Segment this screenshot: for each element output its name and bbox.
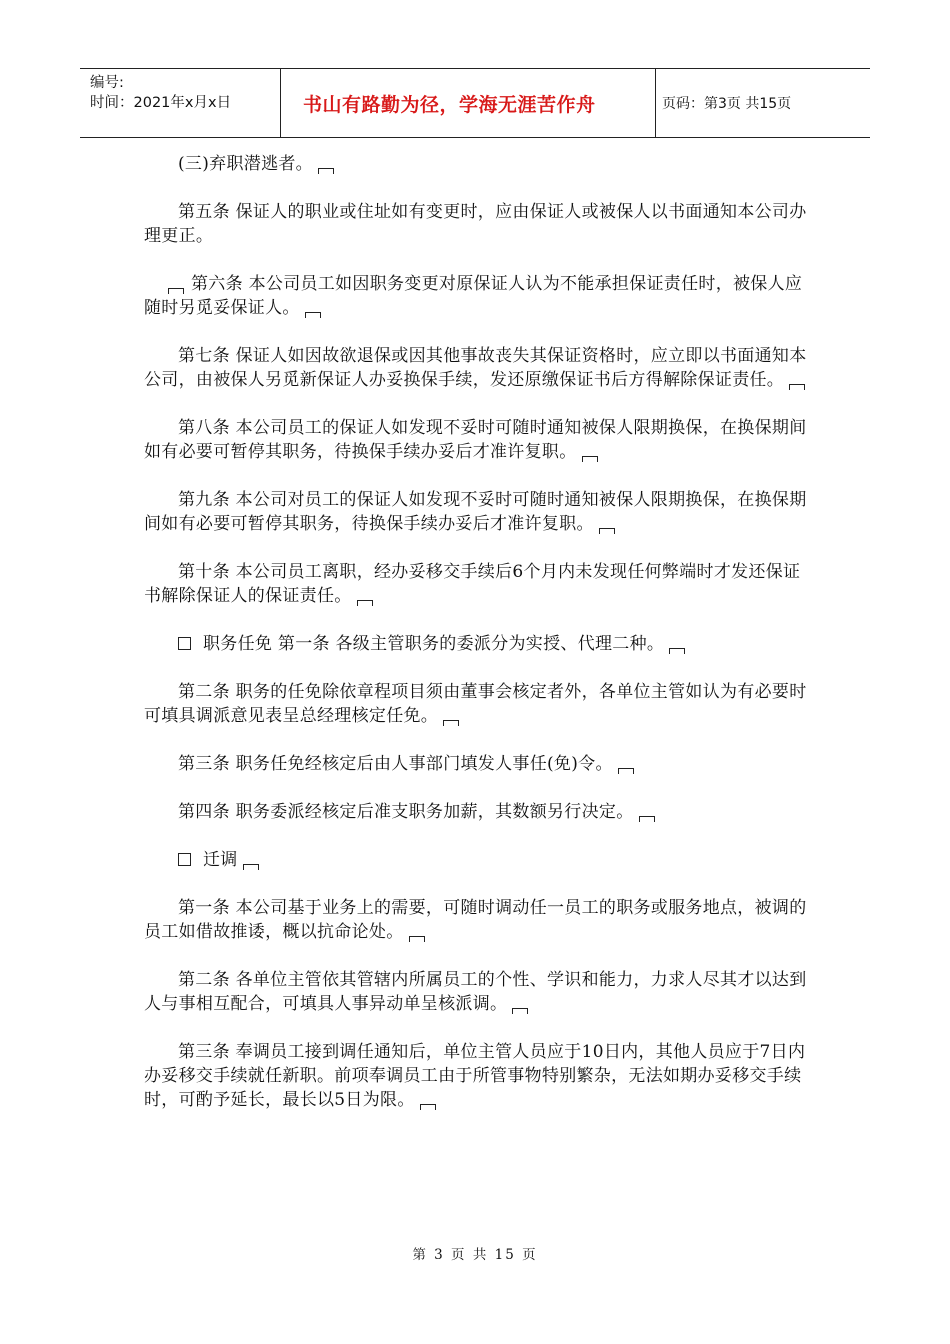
paragraph <box>144 752 808 776</box>
paragraph <box>144 488 808 536</box>
paragraph <box>144 680 808 728</box>
document-date: 时间：2021年x月x日 <box>90 95 232 111</box>
return-mark-icon <box>409 936 425 942</box>
paragraph-text: 职务任免 第一条 各级主管职务的委派分为实授、代理二种。 <box>203 634 665 654</box>
paragraph-text: 第六条 本公司员工如因职务变更对原保证人认为不能承担保证责任时，被保人应随时另觅妥保证人。 <box>144 274 803 318</box>
return-mark-icon <box>582 456 598 462</box>
paragraph <box>144 968 808 1016</box>
return-mark-icon <box>669 648 685 654</box>
paragraph <box>144 344 808 392</box>
paragraph-text: 第十条 本公司员工离职，经办妥移交手续后6个月内未发现任何弊端时才发还保证书解除保证人的保证责任。 <box>144 562 801 606</box>
return-mark-icon <box>318 168 334 174</box>
paragraph-text: 第二条 职务的任免除依章程项目须由董事会核定者外，各单位主管如认为有必要时可填具调派意见表呈总经理核定任免。 <box>144 682 807 726</box>
return-mark-icon <box>512 1008 528 1014</box>
return-mark-icon <box>639 816 655 822</box>
paragraph <box>144 416 808 464</box>
paragraph-text: 第七条 保证人如因故欲退保或因其他事故丧失其保证资格时，应立即以书面通知本公司，由被保人另觅新保证人办妥换保手续，发还原缴保证书后方得解除保证责任。 <box>144 346 807 390</box>
return-mark-icon <box>443 720 459 726</box>
paragraph-text: 第三条 奉调员工接到调任通知后，单位主管人员应于10日内，其他人员应于7日内办妥移交手续就任新职。前项奉调员工由于所管事物特别繁杂，无法如期办妥移交手续时，可酌予延长，最长以5日为限。 <box>144 1042 806 1110</box>
checkbox-icon <box>178 637 191 650</box>
paragraph-text: 第三条 职务任免经核定后由人事部门填发人事任(免)令。 <box>178 754 613 774</box>
return-mark-icon <box>599 528 615 534</box>
header-motto-cell <box>281 69 656 137</box>
paragraph-text: 第八条 本公司员工的保证人如发现不妥时可随时通知被保人限期换保，在换保期间如有必要可暂停其职务，待换保手续办妥后才准许复职。 <box>144 418 807 462</box>
document-number-label: 编号: <box>90 75 124 91</box>
page-footer: 第 3 页 共 15 页 <box>412 1247 538 1263</box>
section-heading-appointment <box>144 632 808 656</box>
paragraph <box>144 896 808 944</box>
paragraph <box>144 1040 808 1112</box>
checkbox-icon <box>178 853 191 866</box>
section-heading-transfer <box>144 848 808 872</box>
return-mark-icon <box>618 768 634 774</box>
paragraph-text: 第九条 本公司对员工的保证人如发现不妥时可随时通知被保人限期换保，在换保期间如有必要可暂停其职务，待换保手续办妥后才准许复职。 <box>144 490 807 534</box>
paragraph <box>144 272 808 320</box>
paragraph-text: 迁调 <box>203 850 238 870</box>
paragraph-text: 第二条 各单位主管依其管辖内所属员工的个性、学识和能力，力求人尽其才以达到人与事相互配合，可填具人事异动单呈核派调。 <box>144 970 807 1014</box>
paragraph-text: 第一条 本公司基于业务上的需要，可随时调动任一员工的职务或服务地点，被调的员工如借故推诿，概以抗命论处。 <box>144 898 807 942</box>
paragraph <box>144 152 808 176</box>
paragraph-text: 第四条 职务委派经核定后准支职务加薪，其数额另行决定。 <box>178 802 634 822</box>
return-mark-icon <box>243 864 259 870</box>
paragraph <box>144 560 808 608</box>
paragraph <box>144 200 808 248</box>
paragraph <box>144 800 808 824</box>
document-body <box>144 152 808 1136</box>
header-motto: 书山有路勤为径，学海无涯苦作舟 <box>303 93 596 116</box>
return-mark-icon <box>305 312 321 318</box>
paragraph-text: (三)弃职潜逃者。 <box>178 154 313 174</box>
header-meta <box>80 69 281 137</box>
header-page-info: 页码：第3页 共15页 <box>662 96 792 112</box>
return-mark-icon <box>420 1104 436 1110</box>
return-mark-icon <box>357 600 373 606</box>
page-header <box>80 68 870 138</box>
return-mark-icon <box>168 288 184 294</box>
return-mark-icon <box>789 384 805 390</box>
paragraph-text: 第五条 保证人的职业或住址如有变更时，应由保证人或被保人以书面通知本公司办理更正。 <box>144 202 807 246</box>
